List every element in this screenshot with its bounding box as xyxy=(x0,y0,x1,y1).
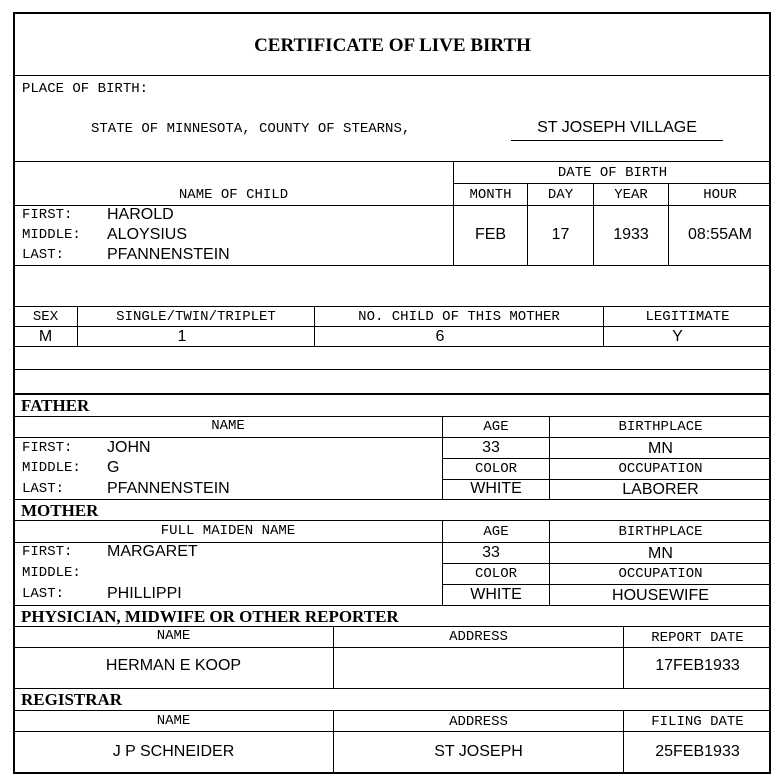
rule-reg-top xyxy=(14,688,771,689)
father-color-label: COLOR xyxy=(474,461,517,477)
father-last-label: LAST: xyxy=(22,481,65,497)
certificate-title: CERTIFICATE OF LIVE BIRTH xyxy=(254,35,531,56)
father-middle-name: G xyxy=(107,459,120,476)
mother-birthplace: MN xyxy=(648,545,673,562)
mother-last-name: PHILLIPPI xyxy=(107,585,182,602)
place-of-birth-label: PLACE OF BIRTH: xyxy=(22,81,149,97)
filing-date-label: FILING DATE xyxy=(651,714,744,730)
legitimate-label: LEGITIMATE xyxy=(645,309,730,325)
mother-occupation-label: OCCUPATION xyxy=(618,566,703,582)
filing-date: 25FEB1933 xyxy=(655,743,740,760)
child-name-header: NAME OF CHILD xyxy=(178,187,289,203)
dob-day: 17 xyxy=(551,226,570,243)
father-first-name: JOHN xyxy=(107,439,151,456)
dob-month-label: MONTH xyxy=(469,187,512,203)
father-occupation: LABORER xyxy=(622,481,699,498)
registrar-address-label: ADDRESS xyxy=(449,714,508,730)
mother-occupation: HOUSEWIFE xyxy=(612,587,709,604)
child-last-name: PFANNENSTEIN xyxy=(107,246,230,263)
rule-reg-section xyxy=(14,710,771,711)
father-age: 33 xyxy=(482,439,500,456)
rule-title xyxy=(14,75,771,76)
mother-age-label: AGE xyxy=(483,524,509,540)
rule-father-age xyxy=(442,458,771,459)
rule-phys-top xyxy=(14,605,771,606)
mother-first-name: MARGARET xyxy=(107,543,198,560)
physician-address-label: ADDRESS xyxy=(449,629,508,645)
dob-hour-label: HOUR xyxy=(703,187,737,203)
plurality-label: SINGLE/TWIN/TRIPLET xyxy=(116,309,276,325)
father-first-label: FIRST: xyxy=(22,440,73,456)
rule-mother-section xyxy=(14,520,771,521)
rule-stats-top xyxy=(14,306,771,307)
sex-label: SEX xyxy=(32,309,59,325)
legitimate-value: Y xyxy=(672,328,683,345)
rule-spacer-1 xyxy=(14,369,771,370)
mother-age: 33 xyxy=(482,544,500,561)
rule-father-section xyxy=(14,416,771,417)
rule-child-bottom xyxy=(14,265,771,266)
place-state-county: STATE OF MINNESOTA, COUNTY OF STEARNS, xyxy=(91,121,411,137)
physician-name: HERMAN E KOOP xyxy=(105,657,242,674)
dob-header: DATE OF BIRTH xyxy=(557,165,668,181)
father-name-header: NAME xyxy=(211,418,245,434)
mother-first-label: FIRST: xyxy=(22,544,73,560)
rule-reg-header xyxy=(14,731,771,732)
child-middle-label: MIDDLE: xyxy=(22,227,81,243)
registrar-name: J P SCHNEIDER xyxy=(112,743,235,760)
mother-last-label: LAST: xyxy=(22,586,65,602)
father-birthplace-label: BIRTHPLACE xyxy=(618,419,703,435)
report-date: 17FEB1933 xyxy=(655,657,740,674)
father-middle-label: MIDDLE: xyxy=(22,460,81,476)
rule-mother-color xyxy=(442,584,771,585)
mother-color: WHITE xyxy=(470,586,522,603)
mother-middle-label: MIDDLE: xyxy=(22,565,81,581)
child-number-label: NO. CHILD OF THIS MOTHER xyxy=(358,309,560,325)
registrar-address: ST JOSEPH xyxy=(434,743,523,760)
dob-year: 1933 xyxy=(613,226,649,243)
rule-father-header xyxy=(14,437,771,438)
father-occupation-label: OCCUPATION xyxy=(618,461,703,477)
rule-phys-section xyxy=(14,626,771,627)
physician-name-label: NAME xyxy=(156,628,191,644)
mother-section-title: MOTHER xyxy=(21,501,99,520)
place-underline xyxy=(511,140,723,141)
registrar-section-title: REGISTRAR xyxy=(21,690,123,709)
sex-value: M xyxy=(38,328,53,345)
child-first-name: HAROLD xyxy=(107,206,174,223)
father-color: WHITE xyxy=(470,480,522,497)
rule-phys-header xyxy=(14,647,771,648)
place-city: ST JOSEPH VILLAGE xyxy=(537,119,697,136)
rule-father-top xyxy=(14,393,771,395)
rule-dob-header xyxy=(453,183,771,184)
dob-hour: 08:55AM xyxy=(687,226,753,243)
registrar-name-label: NAME xyxy=(156,713,191,729)
plurality-value: 1 xyxy=(177,328,187,345)
mother-color-label: COLOR xyxy=(474,566,517,582)
mother-birthplace-label: BIRTHPLACE xyxy=(618,524,703,540)
rule-place xyxy=(14,161,771,162)
rule-stats-mid xyxy=(14,326,771,327)
dob-year-label: YEAR xyxy=(614,187,648,203)
rule-stats-bottom xyxy=(14,346,771,347)
child-first-label: FIRST: xyxy=(22,207,73,223)
father-section-title: FATHER xyxy=(21,396,90,415)
physician-section-title: PHYSICIAN, MIDWIFE OR OTHER REPORTER xyxy=(21,607,399,626)
father-birthplace: MN xyxy=(648,440,673,457)
child-number-value: 6 xyxy=(435,328,445,345)
father-last-name: PFANNENSTEIN xyxy=(107,480,230,497)
dob-month: FEB xyxy=(474,226,507,243)
rule-mother-top xyxy=(14,499,771,500)
dob-day-label: DAY xyxy=(547,187,574,203)
report-date-label: REPORT DATE xyxy=(651,630,744,646)
child-last-label: LAST: xyxy=(22,247,65,263)
mother-name-header: FULL MAIDEN NAME xyxy=(160,523,296,539)
rule-mother-age xyxy=(442,563,771,564)
father-age-label: AGE xyxy=(483,419,509,435)
child-middle-name: ALOYSIUS xyxy=(107,226,188,243)
